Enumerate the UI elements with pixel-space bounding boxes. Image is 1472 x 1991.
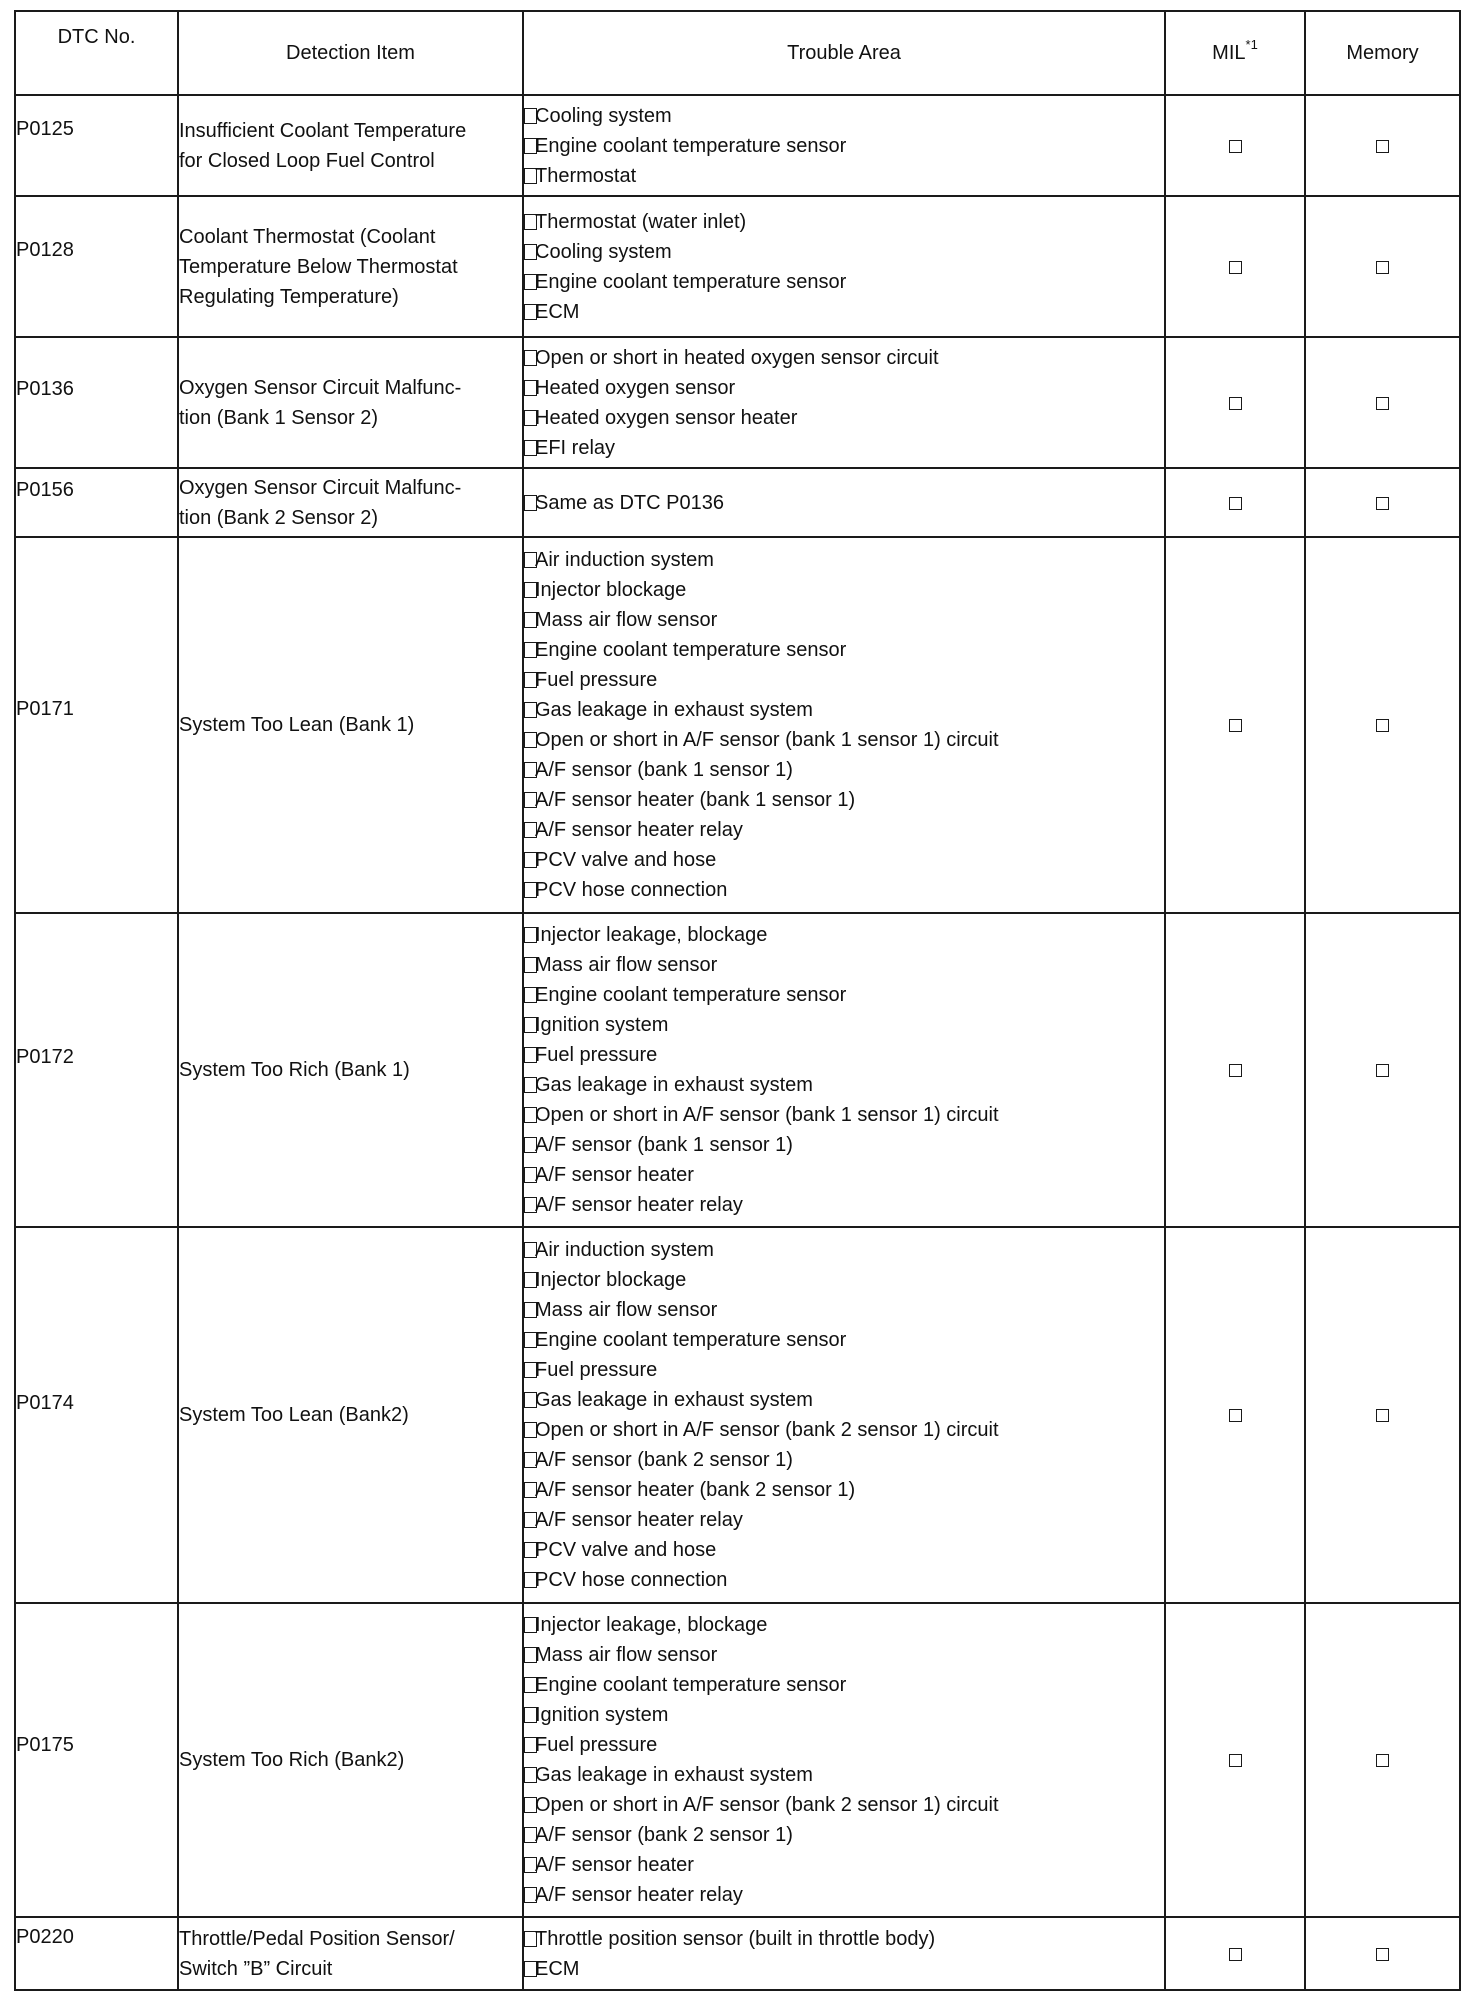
detection-item bbox=[178, 537, 523, 913]
trouble-area-text: ECM bbox=[535, 1957, 580, 1980]
trouble-area-text: A/F sensor heater relay bbox=[535, 1509, 743, 1531]
dtc-code: P0128 bbox=[15, 196, 178, 337]
trouble-area-text: Ignition system bbox=[535, 1014, 669, 1036]
memory-square-icon bbox=[1376, 397, 1389, 410]
memory-square-icon bbox=[1376, 1948, 1389, 1961]
trouble-area-text: Thermostat bbox=[535, 164, 637, 187]
trouble-area-text: Injector blockage bbox=[535, 1269, 687, 1291]
memory-indicator-cell bbox=[1305, 913, 1460, 1227]
trouble-area-item bbox=[524, 1565, 1164, 1595]
trouble-area-text: Heated oxygen sensor heater bbox=[535, 406, 798, 429]
trouble-area-item bbox=[524, 373, 1164, 403]
mil-indicator-cell bbox=[1165, 468, 1305, 537]
trouble-area-item bbox=[524, 1880, 1164, 1910]
memory-indicator-cell bbox=[1305, 1917, 1460, 1990]
dtc-row bbox=[15, 196, 1460, 337]
mil-footnote-mark: *1 bbox=[1245, 37, 1258, 53]
trouble-area bbox=[523, 913, 1165, 1227]
trouble-area-text: A/F sensor heater bbox=[535, 1164, 694, 1186]
trouble-area-text: Fuel pressure bbox=[535, 1044, 658, 1066]
trouble-area-item bbox=[524, 695, 1164, 725]
trouble-area-item bbox=[524, 1040, 1164, 1070]
trouble-area-item bbox=[524, 980, 1164, 1010]
dtc-row bbox=[15, 913, 1460, 1227]
trouble-area bbox=[523, 196, 1165, 337]
trouble-area-text: Open or short in A/F sensor (bank 1 sensor 1) circuit bbox=[535, 729, 999, 751]
trouble-area-text: A/F sensor (bank 2 sensor 1) bbox=[535, 1824, 793, 1846]
trouble-area-item bbox=[524, 845, 1164, 875]
memory-square-icon bbox=[1376, 261, 1389, 274]
trouble-area-text: Mass air flow sensor bbox=[535, 1299, 718, 1321]
trouble-area-item bbox=[524, 1954, 1164, 1984]
trouble-area-text: Open or short in A/F sensor (bank 2 sensor 1) circuit bbox=[535, 1794, 999, 1816]
detection-line: tion (Bank 1 Sensor 2) bbox=[179, 406, 378, 429]
memory-square-icon bbox=[1376, 140, 1389, 153]
trouble-area-item bbox=[524, 1670, 1164, 1700]
mil-square-icon bbox=[1229, 261, 1242, 274]
mil-indicator-cell bbox=[1165, 537, 1305, 913]
trouble-area-item bbox=[524, 488, 1164, 518]
mil-indicator-cell bbox=[1165, 337, 1305, 468]
trouble-area-item bbox=[524, 725, 1164, 755]
detection-item bbox=[178, 913, 523, 1227]
trouble-area-text: PCV valve and hose bbox=[535, 1539, 717, 1561]
memory-square-icon bbox=[1376, 1409, 1389, 1422]
header-row bbox=[15, 11, 1460, 95]
detection-item bbox=[178, 95, 523, 196]
trouble-area-item bbox=[524, 1190, 1164, 1220]
trouble-area-text: Open or short in heated oxygen sensor circuit bbox=[535, 346, 939, 369]
trouble-area-item bbox=[524, 605, 1164, 635]
trouble-area-text: Open or short in A/F sensor (bank 1 sensor 1) circuit bbox=[535, 1104, 999, 1126]
trouble-area-item bbox=[524, 755, 1164, 785]
detection-line: Regulating Temperature) bbox=[179, 285, 399, 308]
detection-item bbox=[178, 196, 523, 337]
detection-line: System Too Rich (Bank2) bbox=[179, 1749, 405, 1771]
trouble-area-item bbox=[524, 433, 1164, 463]
detection-line: for Closed Loop Fuel Control bbox=[179, 149, 435, 172]
trouble-area-text: Heated oxygen sensor bbox=[535, 376, 736, 399]
trouble-area-text: Gas leakage in exhaust system bbox=[535, 1764, 813, 1786]
dtc-code: P0174 bbox=[15, 1227, 178, 1603]
trouble-area-text: A/F sensor heater relay bbox=[535, 1884, 743, 1906]
trouble-area-text: A/F sensor heater (bank 2 sensor 1) bbox=[535, 1479, 856, 1501]
trouble-area-item bbox=[524, 131, 1164, 161]
trouble-area-item bbox=[524, 875, 1164, 905]
trouble-area-text: Injector leakage, blockage bbox=[535, 1614, 768, 1636]
dtc-code: P0171 bbox=[15, 537, 178, 913]
trouble-area-text: Fuel pressure bbox=[535, 1359, 658, 1381]
trouble-area-item bbox=[524, 1610, 1164, 1640]
detection-item bbox=[178, 337, 523, 468]
trouble-area-text: A/F sensor heater relay bbox=[535, 819, 743, 841]
mil-square-icon bbox=[1229, 140, 1242, 153]
trouble-area-item bbox=[524, 1415, 1164, 1445]
dtc-code: P0172 bbox=[15, 913, 178, 1227]
detection-line: tion (Bank 2 Sensor 2) bbox=[179, 506, 378, 529]
trouble-area-item bbox=[524, 1505, 1164, 1535]
trouble-area-item bbox=[524, 665, 1164, 695]
trouble-area-item bbox=[524, 1160, 1164, 1190]
mil-indicator-cell bbox=[1165, 95, 1305, 196]
trouble-area-item bbox=[524, 1010, 1164, 1040]
trouble-area-item bbox=[524, 1924, 1164, 1954]
detection-item bbox=[178, 1227, 523, 1603]
mil-square-icon bbox=[1229, 397, 1242, 410]
trouble-area-text: Air induction system bbox=[535, 1239, 714, 1261]
trouble-area-text: A/F sensor heater relay bbox=[535, 1194, 743, 1216]
trouble-area-text: Engine coolant temperature sensor bbox=[535, 639, 847, 661]
dtc-code: P0220 bbox=[15, 1917, 178, 1990]
trouble-area-item bbox=[524, 101, 1164, 131]
trouble-area-text: Injector blockage bbox=[535, 579, 687, 601]
dtc-row bbox=[15, 95, 1460, 196]
trouble-area-item bbox=[524, 1295, 1164, 1325]
memory-indicator-cell bbox=[1305, 468, 1460, 537]
trouble-area-item bbox=[524, 815, 1164, 845]
trouble-area-item bbox=[524, 1850, 1164, 1880]
dtc-code: P0136 bbox=[15, 337, 178, 468]
trouble-area-item bbox=[524, 1265, 1164, 1295]
trouble-area-item bbox=[524, 1235, 1164, 1265]
detection-line: Switch ”B” Circuit bbox=[179, 1957, 333, 1980]
trouble-area-item bbox=[524, 267, 1164, 297]
trouble-area-text: Fuel pressure bbox=[535, 669, 658, 691]
header-memory: Memory bbox=[1305, 11, 1460, 95]
mil-indicator-cell bbox=[1165, 1227, 1305, 1603]
trouble-area bbox=[523, 468, 1165, 537]
trouble-area-text: Engine coolant temperature sensor bbox=[535, 1674, 847, 1696]
trouble-area-text: Mass air flow sensor bbox=[535, 609, 718, 631]
trouble-area-text: A/F sensor heater (bank 1 sensor 1) bbox=[535, 789, 856, 811]
mil-square-icon bbox=[1229, 1948, 1242, 1961]
detection-item bbox=[178, 1917, 523, 1990]
trouble-area-text: Thermostat (water inlet) bbox=[535, 210, 747, 233]
trouble-area-text: Mass air flow sensor bbox=[535, 1644, 718, 1666]
trouble-area-item bbox=[524, 1820, 1164, 1850]
detection-line: System Too Rich (Bank 1) bbox=[179, 1059, 410, 1081]
trouble-area-item bbox=[524, 237, 1164, 267]
trouble-area-item bbox=[524, 545, 1164, 575]
trouble-area-item bbox=[524, 1100, 1164, 1130]
trouble-area-item bbox=[524, 1640, 1164, 1670]
trouble-area-item bbox=[524, 161, 1164, 191]
memory-indicator-cell bbox=[1305, 537, 1460, 913]
trouble-area-item bbox=[524, 403, 1164, 433]
trouble-area-text: Injector leakage, blockage bbox=[535, 924, 768, 946]
mil-square-icon bbox=[1229, 719, 1242, 732]
trouble-area-text: Gas leakage in exhaust system bbox=[535, 1074, 813, 1096]
header-trouble-area: Trouble Area bbox=[523, 11, 1165, 95]
memory-square-icon bbox=[1376, 1064, 1389, 1077]
detection-line: Temperature Below Thermostat bbox=[179, 255, 458, 278]
detection-line: System Too Lean (Bank2) bbox=[179, 1404, 409, 1426]
trouble-area-item bbox=[524, 1730, 1164, 1760]
dtc-row bbox=[15, 1603, 1460, 1917]
detection-line: Oxygen Sensor Circuit Malfunc- bbox=[179, 476, 462, 499]
trouble-area-text: Gas leakage in exhaust system bbox=[535, 699, 813, 721]
trouble-area-item bbox=[524, 1790, 1164, 1820]
memory-indicator-cell bbox=[1305, 196, 1460, 337]
trouble-area-item bbox=[524, 785, 1164, 815]
trouble-area-text: Open or short in A/F sensor (bank 2 sensor 1) circuit bbox=[535, 1419, 999, 1441]
dtc-row bbox=[15, 337, 1460, 468]
memory-square-icon bbox=[1376, 1754, 1389, 1767]
dtc-table bbox=[14, 10, 1461, 1991]
trouble-area-item bbox=[524, 343, 1164, 373]
trouble-area-item bbox=[524, 1535, 1164, 1565]
trouble-area-text: EFI relay bbox=[535, 436, 616, 459]
trouble-area-item bbox=[524, 1445, 1164, 1475]
detection-item bbox=[178, 1603, 523, 1917]
trouble-area-item bbox=[524, 920, 1164, 950]
detection-line: Oxygen Sensor Circuit Malfunc- bbox=[179, 376, 462, 399]
memory-square-icon bbox=[1376, 497, 1389, 510]
trouble-area bbox=[523, 537, 1165, 913]
header-dtc-no: DTC No. bbox=[15, 11, 178, 95]
memory-indicator-cell bbox=[1305, 95, 1460, 196]
detection-line: System Too Lean (Bank 1) bbox=[179, 714, 415, 736]
trouble-area-text: Cooling system bbox=[535, 240, 672, 263]
trouble-area-text: Same as DTC P0136 bbox=[535, 491, 724, 514]
memory-indicator-cell bbox=[1305, 1227, 1460, 1603]
trouble-area-text: A/F sensor (bank 1 sensor 1) bbox=[535, 759, 793, 781]
mil-square-icon bbox=[1229, 1409, 1242, 1422]
trouble-area bbox=[523, 337, 1165, 468]
trouble-area-text: Engine coolant temperature sensor bbox=[535, 1329, 847, 1351]
mil-indicator-cell bbox=[1165, 196, 1305, 337]
trouble-area-item bbox=[524, 1700, 1164, 1730]
mil-square-icon bbox=[1229, 497, 1242, 510]
trouble-area-text: Engine coolant temperature sensor bbox=[535, 984, 847, 1006]
trouble-area-item bbox=[524, 1760, 1164, 1790]
trouble-area-item bbox=[524, 950, 1164, 980]
detection-line: Insufficient Coolant Temperature bbox=[179, 119, 467, 142]
trouble-area-text: PCV valve and hose bbox=[535, 849, 717, 871]
dtc-row bbox=[15, 468, 1460, 537]
trouble-area-text: ECM bbox=[535, 300, 580, 323]
trouble-area-item bbox=[524, 1070, 1164, 1100]
trouble-area-item bbox=[524, 1355, 1164, 1385]
mil-indicator-cell bbox=[1165, 913, 1305, 1227]
trouble-area-text: A/F sensor (bank 2 sensor 1) bbox=[535, 1449, 793, 1471]
dtc-row bbox=[15, 1917, 1460, 1990]
trouble-area-item bbox=[524, 1325, 1164, 1355]
mil-square-icon bbox=[1229, 1754, 1242, 1767]
trouble-area-text: Gas leakage in exhaust system bbox=[535, 1389, 813, 1411]
header-detection-item: Detection Item bbox=[178, 11, 523, 95]
trouble-area-item bbox=[524, 1130, 1164, 1160]
trouble-area-item bbox=[524, 207, 1164, 237]
trouble-area-item bbox=[524, 635, 1164, 665]
trouble-area-text: Throttle position sensor (built in throttle body) bbox=[535, 1927, 936, 1950]
trouble-area-item bbox=[524, 297, 1164, 327]
trouble-area-item bbox=[524, 1475, 1164, 1505]
dtc-code: P0156 bbox=[15, 468, 178, 537]
mil-indicator-cell bbox=[1165, 1603, 1305, 1917]
trouble-area-text: Engine coolant temperature sensor bbox=[535, 134, 847, 157]
trouble-area-text: PCV hose connection bbox=[535, 1569, 728, 1591]
trouble-area-text: Air induction system bbox=[535, 549, 714, 571]
trouble-area-text: Cooling system bbox=[535, 104, 672, 127]
trouble-area-text: A/F sensor (bank 1 sensor 1) bbox=[535, 1134, 793, 1156]
header-mil: MIL$^{*1}$ bbox=[1165, 11, 1305, 95]
detection-line: Coolant Thermostat (Coolant bbox=[179, 225, 436, 248]
trouble-area-text: Fuel pressure bbox=[535, 1734, 658, 1756]
trouble-area-text: Engine coolant temperature sensor bbox=[535, 270, 847, 293]
dtc-table-body bbox=[15, 95, 1460, 1990]
trouble-area-item bbox=[524, 1385, 1164, 1415]
memory-indicator-cell bbox=[1305, 337, 1460, 468]
detection-item bbox=[178, 468, 523, 537]
trouble-area bbox=[523, 1227, 1165, 1603]
trouble-area-item bbox=[524, 575, 1164, 605]
memory-square-icon bbox=[1376, 719, 1389, 732]
detection-line: Throttle/Pedal Position Sensor/ bbox=[179, 1927, 455, 1950]
trouble-area bbox=[523, 1603, 1165, 1917]
trouble-area bbox=[523, 1917, 1165, 1990]
trouble-area-text: A/F sensor heater bbox=[535, 1854, 694, 1876]
trouble-area-text: Ignition system bbox=[535, 1704, 669, 1726]
dtc-row bbox=[15, 1227, 1460, 1603]
mil-square-icon bbox=[1229, 1064, 1242, 1077]
trouble-area bbox=[523, 95, 1165, 196]
dtc-row bbox=[15, 537, 1460, 913]
dtc-code: P0125 bbox=[15, 95, 178, 196]
mil-indicator-cell bbox=[1165, 1917, 1305, 1990]
trouble-area-text: PCV hose connection bbox=[535, 879, 728, 901]
dtc-code: P0175 bbox=[15, 1603, 178, 1917]
memory-indicator-cell bbox=[1305, 1603, 1460, 1917]
trouble-area-text: Mass air flow sensor bbox=[535, 954, 718, 976]
